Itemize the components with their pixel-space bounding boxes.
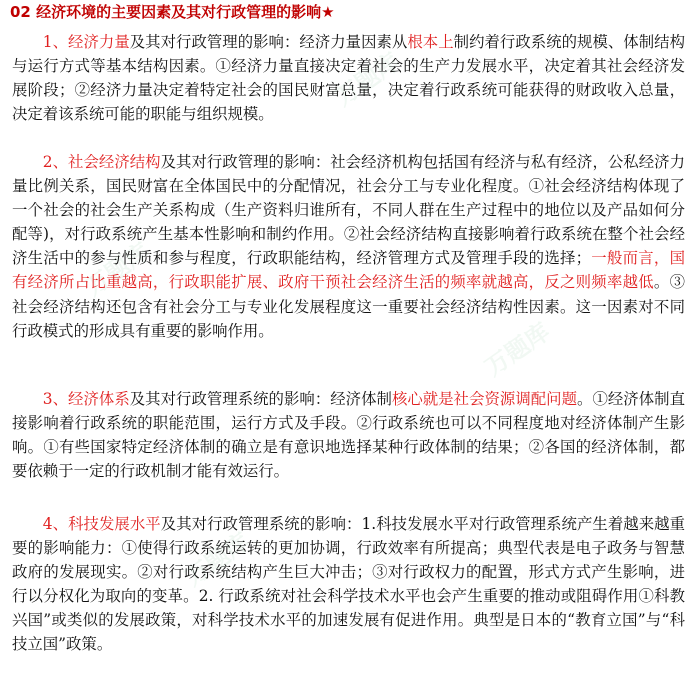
item-number: 1、 bbox=[42, 33, 69, 51]
item-number: 3、 bbox=[42, 390, 69, 408]
watermark: 万题库 bbox=[179, 527, 255, 592]
emphasis-highlight: 根本上 bbox=[407, 33, 454, 51]
keyword-highlight: 社会经济结构 bbox=[68, 153, 161, 171]
body-text: 制约着行政系统的规模、体制结构与运行方式等基本结构因素。①经济力量直接决定着社会的生产力发展水平，决定着其社会经济发展阶段；②经济力量决定着特定社会的国民财富总量，决定着行政系统可能获得的财政收入总量，决定着该系统可能的职能与组织规模。 bbox=[12, 33, 685, 124]
item-number: 4、 bbox=[42, 515, 69, 533]
section-title: 02 经济环境的主要因素及其对行政管理的影响★ bbox=[10, 3, 335, 21]
body-text: 。①经济体制直接影响着行政系统的职能范围，运行方式及手段。②行政系统也可以不同程度地对经济体制产生影响。①有些国家特定经济体制的确立是有意识地选择某种行政体制的结果；②各国的经济体制，都要依赖于一定的行政机制才能有效运行。 bbox=[12, 390, 685, 481]
watermark: 万题库 bbox=[479, 317, 555, 382]
watermark: 万题库 bbox=[329, 47, 405, 112]
item-number: 2、 bbox=[42, 153, 69, 171]
paragraph-technology-level bbox=[12, 512, 685, 657]
body-text: 。③社会经济结构还包含有社会分工与专业化发展程度这一重要社会经济结构性因素。这一因素对不同行政模式的形成具有重要的影响作用。 bbox=[12, 273, 685, 340]
keyword-highlight: 科技发展水平 bbox=[68, 515, 161, 533]
paragraph-social-economic-structure bbox=[12, 150, 685, 343]
body-text: 及其对行政管理的影响：经济力量因素从 bbox=[129, 33, 408, 51]
emphasis-highlight: 一般而言，国有经济所占比重越高，行政职能扩展、政府干预社会经济生活的频率就越高，反之则频率越低 bbox=[12, 249, 685, 292]
keyword-highlight: 经济体系 bbox=[68, 390, 130, 408]
paragraph-economic-power bbox=[12, 30, 685, 126]
body-text: 及其对行政管理系统的影响：经济体制 bbox=[129, 390, 392, 408]
body-text: 及其对行政管理系统的影响：1.科技发展水平对行政管理系统产生着越来越重要的影响能力：①使得行政系统运转的更加协调，行政效率有所提高；典型代表是电子政务与智慧政府的发展现实。②对行政系统结构产生巨大冲击；③对行政权力的配置，形式方式产生影响，进行以分权化为取向的变革。2. 行政系统对社会科学技术水平也会产生重要的推动或阻碍作用①科教兴国”或类似的发展政策，对科学技术水平的加速发展有促进作用。典型是日本的“教育立国”与“科技立国”政策。 bbox=[12, 515, 685, 654]
paragraph-economic-system bbox=[12, 387, 685, 483]
watermark: 万题库 bbox=[79, 237, 155, 302]
body-text: 及其对行政管理的影响：社会经济机构包括国有经济与私有经济，公私经济力量比例关系，国民财富在全体国民中的分配情况，社会分工与专业化程度。①社会经济结构体现了一个社会的社会生产关系构成（生产资料归谁所有，不同人群在生产过程中的地位以及产品如何分配等)，对行政系统产生基本性影响和制约作用。②社会经济结构直接影响着行政系统在整个社会经济生活中的参与性质和参与程度，行政职能结构，经济管理方式及管理手段的选择； bbox=[12, 153, 685, 268]
keyword-highlight: 经济力量 bbox=[68, 33, 130, 51]
emphasis-highlight: 核心就是社会资源调配问题 bbox=[391, 390, 578, 408]
